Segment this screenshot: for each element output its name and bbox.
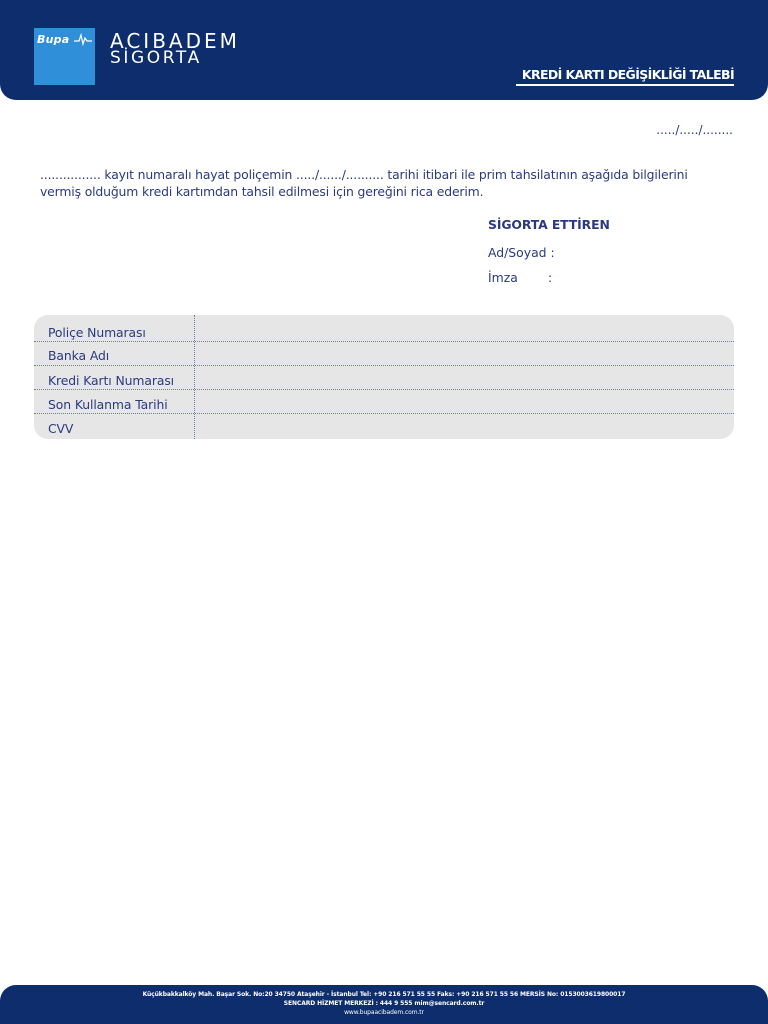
bupa-logo-text: Bupa	[37, 33, 70, 46]
table-row	[34, 415, 734, 439]
logo-wordmark-sigorta: SİGORTA	[110, 48, 202, 68]
bank-name-label: Banka Adı	[48, 348, 110, 363]
footer-website: www.bupaacibadem.com.tr	[344, 1009, 424, 1016]
name-surname-label: Ad/Soyad :	[488, 245, 555, 260]
table-row	[34, 367, 734, 391]
expiry-date-label: Son Kullanma Tarihi	[48, 397, 168, 412]
footer-band	[0, 985, 768, 1024]
signature-heading: SİGORTA ETTİREN	[488, 217, 610, 232]
row-divider	[34, 365, 734, 366]
heartbeat-icon	[74, 32, 92, 46]
policy-number-label: Poliçe Numarası	[48, 325, 146, 340]
footer-service-center: SENCARD HİZMET MERKEZİ : 444 9 555 mim@sencard.com.tr	[283, 1000, 485, 1007]
table-row	[34, 342, 734, 366]
header-band	[0, 0, 768, 100]
card-number-label: Kredi Kartı Numarası	[48, 373, 175, 388]
row-divider	[34, 389, 734, 390]
logo-wordmark-acibadem: ACIBADEM	[110, 29, 240, 53]
form-title: KREDİ KARTI DEĞİŞİKLİĞİ TALEBİ	[521, 67, 734, 82]
signature-colon: :	[548, 270, 553, 285]
row-divider	[34, 413, 734, 414]
title-underline	[516, 84, 734, 86]
request-paragraph: ................ kayıt numaralı hayat poliçemin ...../....../.......... tarihi itibari ile prim tahsilatının aşağıda bilgilerini vermiş olduğum kredi kartımdan tahsil edilmesi için gereğini rica ederim.	[40, 167, 688, 199]
cvv-label: CVV	[48, 421, 74, 436]
table-row	[34, 319, 734, 343]
column-divider	[194, 315, 195, 439]
date-field: ...../...../........	[656, 123, 733, 137]
signature-label: İmza	[488, 270, 518, 285]
signature-row	[488, 270, 553, 285]
table-row	[34, 391, 734, 415]
footer-address: Küçükbakkalköy Mah. Başar Sok. No:20 34750 Ataşehir - İstanbul Tel: +90 216 571 55 55 Faks: +90 216 571 55 56 MERSİS No: 0153003619800017	[142, 991, 626, 998]
card-info-table	[34, 315, 734, 439]
bupa-logo	[34, 28, 95, 85]
